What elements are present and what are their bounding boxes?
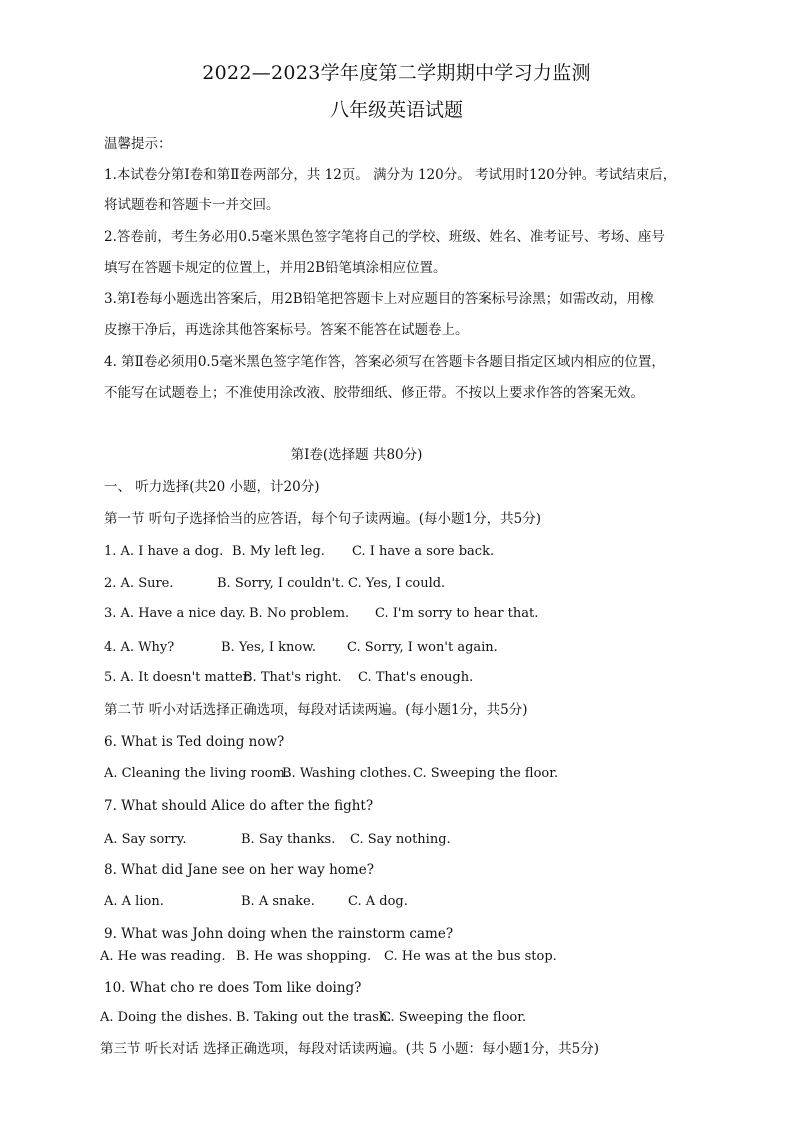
option-c: C. Sweeping the floor. [413, 766, 559, 781]
notice-line: 1.本试卷分第Ⅰ卷和第Ⅱ卷两部分，共 12页。 满分为 120分。 考试用时120分钟。考试结束后， [104, 167, 677, 183]
option-c: C. That's enough. [358, 670, 474, 685]
exam-subtitle: 八年级英语试题 [329, 99, 463, 121]
question-text: 7. What should Alice do after the fight? [104, 798, 374, 814]
subsection-title: 第二节 听小对话选择正确选项，每段对话读两遍。(每小题1分，共5分) [104, 702, 528, 718]
option-b: B. No problem. [249, 606, 350, 621]
option-b: B. Taking out the trash. [236, 1010, 392, 1025]
option-a: 5. A. It doesn't matter. [104, 670, 252, 685]
exam-title: 2022—2023学年度第二学期期中学习力监测 [202, 62, 591, 84]
option-a: A. He was reading. [100, 949, 226, 964]
notice-line: 不能写在试题卷上；不准使用涂改液、胶带细纸、修正带。不按以上要求作答的答案无效。 [104, 385, 644, 401]
notice-line: 4. 第Ⅱ卷必须用0.5毫米黑色签字笔作答，答案必须写在答题卡各题目指定区域内相应的位置， [104, 354, 665, 370]
option-c: C. I have a sore back. [352, 544, 495, 559]
option-a: A. Cleaning the living room. [104, 766, 289, 781]
option-b: B. He was shopping. [236, 949, 372, 964]
question-text: 8. What did Jane see on her way home? [104, 862, 374, 878]
question-text: 9. What was John doing when the rainstorm came? [104, 926, 454, 942]
notice-line: 皮擦干净后，再选涂其他答案标号。答案不能答在试题卷上。 [104, 322, 469, 338]
notice-line: 填写在答题卡规定的位置上，并用2B铅笔填涂相应位置。 [104, 260, 447, 276]
subsection-title: 第一节 听句子选择恰当的应答语，每个句子读两遍。(每小题1分，共5分) [104, 511, 542, 527]
option-a: A. Say sorry. [104, 832, 187, 847]
section-title: 一、 听力选择(共20 小题，计20分) [104, 479, 320, 495]
question-text: 10. What cho re does Tom like doing? [104, 980, 362, 996]
option-b: B. Say thanks. [241, 832, 336, 847]
notice-line: 3.第Ⅰ卷每小题选出答案后，用2B铅笔把答题卡上对应题目的答案标号涂黑；如需改动，用橡 [104, 291, 654, 307]
notice-line: 2.答卷前，考生务必用0.5毫米黑色签字笔将自己的学校、班级、姓名、准考证号、考场、座号 [104, 229, 665, 245]
option-b: B. A snake. [241, 894, 315, 909]
option-c: C. Sweeping the floor. [381, 1010, 527, 1025]
option-c: C. Yes, I could. [348, 576, 446, 591]
question-text: 6. What is Ted doing now? [104, 734, 285, 750]
option-a: A. Doing the dishes. [100, 1010, 233, 1025]
option-a: 2. A. Sure. [104, 576, 174, 591]
option-c: C. He was at the bus stop. [384, 949, 557, 964]
option-b: B. My left leg. [232, 544, 325, 559]
option-b: B. Washing clothes. [282, 766, 412, 781]
option-c: C. A dog. [348, 894, 408, 909]
option-c: C. I'm sorry to hear that. [375, 606, 539, 621]
option-a: A. A lion. [104, 894, 164, 909]
option-c: C. Sorry, I won't again. [347, 640, 498, 655]
option-b: B. Yes, I know. [221, 640, 316, 655]
part-title: 第Ⅰ卷(选择题 共80分) [290, 447, 423, 463]
option-b: B. Sorry, I couldn't. [217, 576, 345, 591]
option-a: 4. A. Why? [104, 640, 175, 655]
notice-line: 将试题卷和答题卡一并交回。 [104, 197, 280, 213]
notice-heading: 温馨提示： [104, 136, 172, 152]
option-a: 1. A. I have a dog. [104, 544, 224, 559]
option-b: B. That's right. [243, 670, 342, 685]
option-a: 3. A. Have a nice day. [104, 606, 246, 621]
subsection-title: 第三节 听长对话 选择正确选项，每段对话读两遍。(共 5 小题：每小题1分，共5分) [100, 1041, 599, 1057]
option-c: C. Say nothing. [350, 832, 451, 847]
